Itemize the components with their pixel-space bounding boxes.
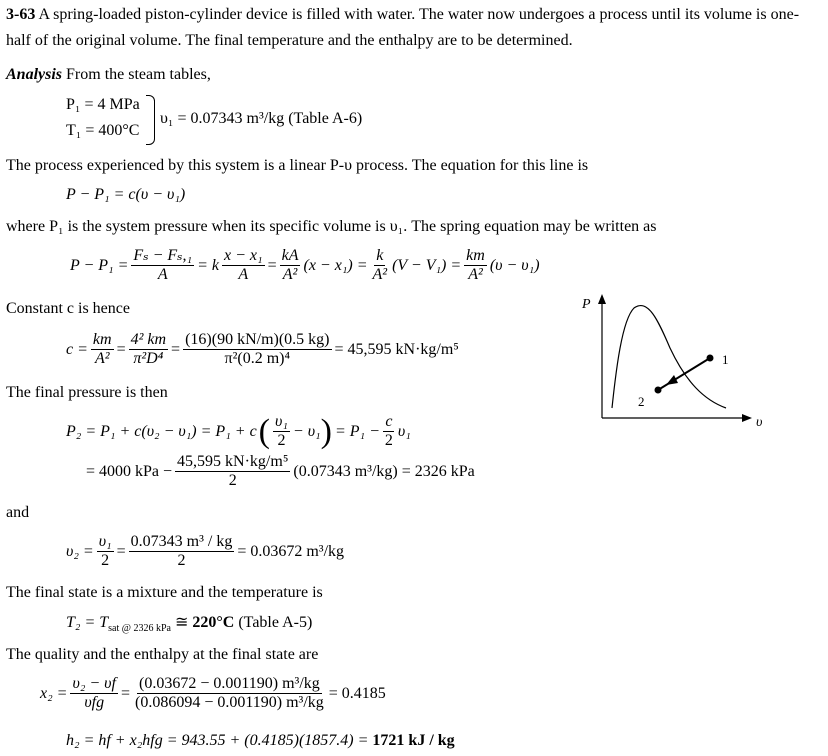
p2-c-den: 2	[384, 431, 393, 449]
p2-equation-line2	[86, 454, 475, 489]
x2-frac-2-num: (0.03672 − 0.001190) m³/kg	[139, 675, 320, 692]
state1-brace	[146, 95, 155, 145]
x2-frac-1-den: υfg	[84, 693, 105, 711]
spring-eq-lhs: P − P₁ =	[70, 256, 129, 274]
c-equation: c = $\frac{km}{\text{A²}}$ = $\frac{\text{4² km}}{\text{π²D⁴}}$ = $\frac{(16)(90 kN/m)(0.5 kg)}{\text{π²(0.2 m)⁴}}$ = 45,595 kN·kg/m⁵	[66, 331, 459, 367]
spring-frac-4	[371, 248, 390, 283]
problem-number: 3-63	[6, 6, 36, 23]
spring-frac-4-den: A²	[372, 265, 388, 283]
x2-frac-1	[70, 676, 118, 711]
c-frac-3-num: (16)(90 kN/m)(0.5 kg)	[185, 331, 330, 348]
c-frac-2-num: 4² km	[130, 331, 167, 348]
v2-frac-2-num: 0.07343 m³ / kg	[130, 533, 233, 550]
spring-frac-1	[131, 248, 194, 283]
p2-line1-d: υ₁	[397, 422, 411, 440]
p2-frac	[175, 454, 290, 489]
analysis-intro-text: From the steam tables,	[66, 66, 211, 83]
v2-equation: υ₂ = $\frac{\text{υ₁}}{2}$ = $\frac{\text{0.07343 m³ / kg}}{2}$ = 0.03672 m³/kg	[66, 533, 345, 569]
p2-frac-num: 45,595 kN·kg/m⁵	[177, 453, 289, 470]
c-frac-2	[129, 332, 168, 367]
h2-result: 1721 kJ / kg	[372, 732, 455, 749]
spring-tail: (υ − υ₁)	[489, 256, 540, 274]
p2-half-frac	[273, 414, 290, 449]
spring-frac-3-num: kA	[281, 247, 299, 264]
c-frac-3-den: π²(0.2 m)⁴	[224, 349, 291, 367]
and-text: and	[6, 504, 30, 521]
spring-mid-1: = k	[197, 256, 220, 274]
mixture-text: The final state is a mixture and the temperature is	[6, 584, 323, 601]
c-frac-3	[183, 332, 331, 367]
state2-point	[655, 387, 662, 394]
v2-frac-1-num: υ₁	[98, 533, 112, 550]
process-arrowhead	[666, 375, 678, 385]
state1-label: 1	[722, 352, 729, 367]
v2-frac-2-den: 2	[177, 551, 186, 569]
y-axis-label: P	[582, 297, 591, 312]
t2-equation	[66, 614, 312, 635]
h2-equation	[66, 732, 455, 750]
problem-statement	[6, 6, 799, 24]
t2-sub: sat @ 2326 kPa	[108, 623, 171, 635]
state2-label: 2	[638, 394, 645, 409]
p2-equation-line1: P₂ = P₁ + c(υ₂ − υ₁) = P₁ + c ( $\frac{\text{υ₁}}{2}$ − υ₁ ) = P₁ − $\frac{c}{2}$ υ₁	[66, 412, 411, 450]
analysis-label: Analysis	[6, 66, 63, 83]
where-text: where P₁ is the system pressure when its specific volume is υ₁. The spring equation may be written as	[6, 218, 657, 235]
p2-c-num: c	[385, 413, 393, 430]
p2-line1-b: − υ₁	[292, 422, 321, 440]
analysis-intro	[6, 66, 211, 84]
x2-frac-1-num: υ₂ − υf	[72, 675, 116, 692]
c-result: = 45,595 kN·kg/m⁵	[334, 340, 459, 358]
spring-frac-2	[222, 248, 265, 283]
y-axis-arrowhead	[598, 294, 606, 304]
c-frac-1	[91, 332, 114, 367]
x-axis-arrowhead	[742, 414, 752, 422]
c-frac-1-den: A²	[94, 349, 110, 367]
spring-frac-5-den: A²	[468, 265, 483, 283]
pv-diagram	[576, 290, 776, 440]
c-lhs: c =	[66, 340, 88, 358]
constant-text: Constant c is hence	[6, 300, 130, 317]
line-equation: P − P₁ = c(υ − υ₁)	[66, 186, 186, 203]
x2-result: = 0.4185	[328, 684, 386, 702]
p2-line2-a: = 4000 kPa −	[86, 462, 173, 480]
spring-frac-1-den: A	[157, 265, 168, 283]
state1-pressure: P₁ = 4 MPa	[66, 96, 140, 113]
p2-c-frac	[383, 414, 395, 449]
spring-frac-2-num: x − x₁	[224, 247, 263, 264]
spring-mid-3: (V − V₁) =	[392, 256, 462, 274]
statement-line-2: half of the original volume. The final temperature and the enthalpy are to be determined.	[6, 32, 573, 49]
state1-point	[707, 355, 714, 362]
c-frac-2-den: π²D⁴	[133, 349, 164, 367]
linear-process-text: The process experienced by this system is a linear P-υ process. The equation for this line is	[6, 157, 589, 174]
quality-text: The quality and the enthalpy at the final state are	[6, 646, 319, 663]
v2-result: = 0.03672 m³/kg	[237, 542, 345, 560]
t2-approx: ≅	[174, 614, 189, 631]
x2-frac-2	[133, 676, 326, 711]
t2-table: (Table A-5)	[238, 614, 313, 631]
x2-lhs: x₂ =	[40, 684, 68, 702]
v2-lhs: υ₂ =	[66, 542, 94, 560]
p2-half-num: υ₁	[275, 413, 288, 430]
statement-line-1: A spring-loaded piston-cylinder device is filled with water. The water now undergoes a process until its volume is one-	[38, 6, 800, 23]
x2-frac-2-den: (0.086094 − 0.001190) m³/kg	[135, 693, 324, 711]
final-pressure-text: The final pressure is then	[6, 384, 168, 401]
spring-frac-2-den: A	[238, 265, 249, 283]
v2-frac-1	[97, 534, 114, 569]
p2-line1-a: P₂ = P₁ + c(υ₂ − υ₁) = P₁ + c	[66, 422, 257, 440]
spring-frac-4-num: k	[376, 247, 384, 264]
p2-frac-den: 2	[228, 471, 237, 489]
state1-result: υ₁ = 0.07343 m³/kg (Table A-6)	[160, 110, 363, 127]
spring-mid-2: (x − x₁) =	[303, 256, 368, 274]
x-axis-label: υ	[756, 415, 763, 430]
h2-eq: h₂ = hf + x₂hfg = 943.55 + (0.4185)(1857.4) =	[66, 732, 369, 749]
t2-value: 220°C	[192, 614, 235, 631]
spring-frac-5	[464, 248, 487, 283]
spring-equation: P − P₁ = $\frac{\text{Fₛ − Fₛ,₁}}{A}$ = k $\frac{\text{x − x₁}}{A}$ = $\frac{kA}{\text{A²}}$ (x − x₁) = $\frac{k}{\text{A²}}$ (V − V₁) = $\frac{km}{\text{A²}}$ (υ − υ₁)	[70, 247, 540, 283]
p2-half-den: 2	[277, 431, 286, 449]
v2-frac-1-den: 2	[101, 551, 110, 569]
state1-temperature: T₁ = 400°C	[66, 122, 140, 139]
p2-line1-c: = P₁ −	[334, 422, 380, 440]
v2-frac-2	[129, 534, 235, 569]
spring-frac-3-den: A²	[282, 265, 298, 283]
process-line	[658, 358, 710, 390]
spring-frac-3	[280, 248, 301, 283]
spring-frac-5-num: km	[466, 247, 485, 264]
x2-equation: x₂ = $\frac{\text{υ₂ − υf}}{\text{υfg}}$ = $\frac{\text{(0.03672 − 0.001190) m³/kg}}{\text{(0.086094 − 0.001190) m³/kg}}$ = 0.4185	[40, 675, 386, 711]
c-frac-1-num: km	[92, 331, 112, 348]
t2-lhs: T₂ = T	[66, 614, 109, 631]
spring-frac-1-num: Fₛ − Fₛ,₁	[133, 247, 193, 264]
p2-line2-b: (0.07343 m³/kg) = 2326 kPa	[293, 462, 475, 480]
